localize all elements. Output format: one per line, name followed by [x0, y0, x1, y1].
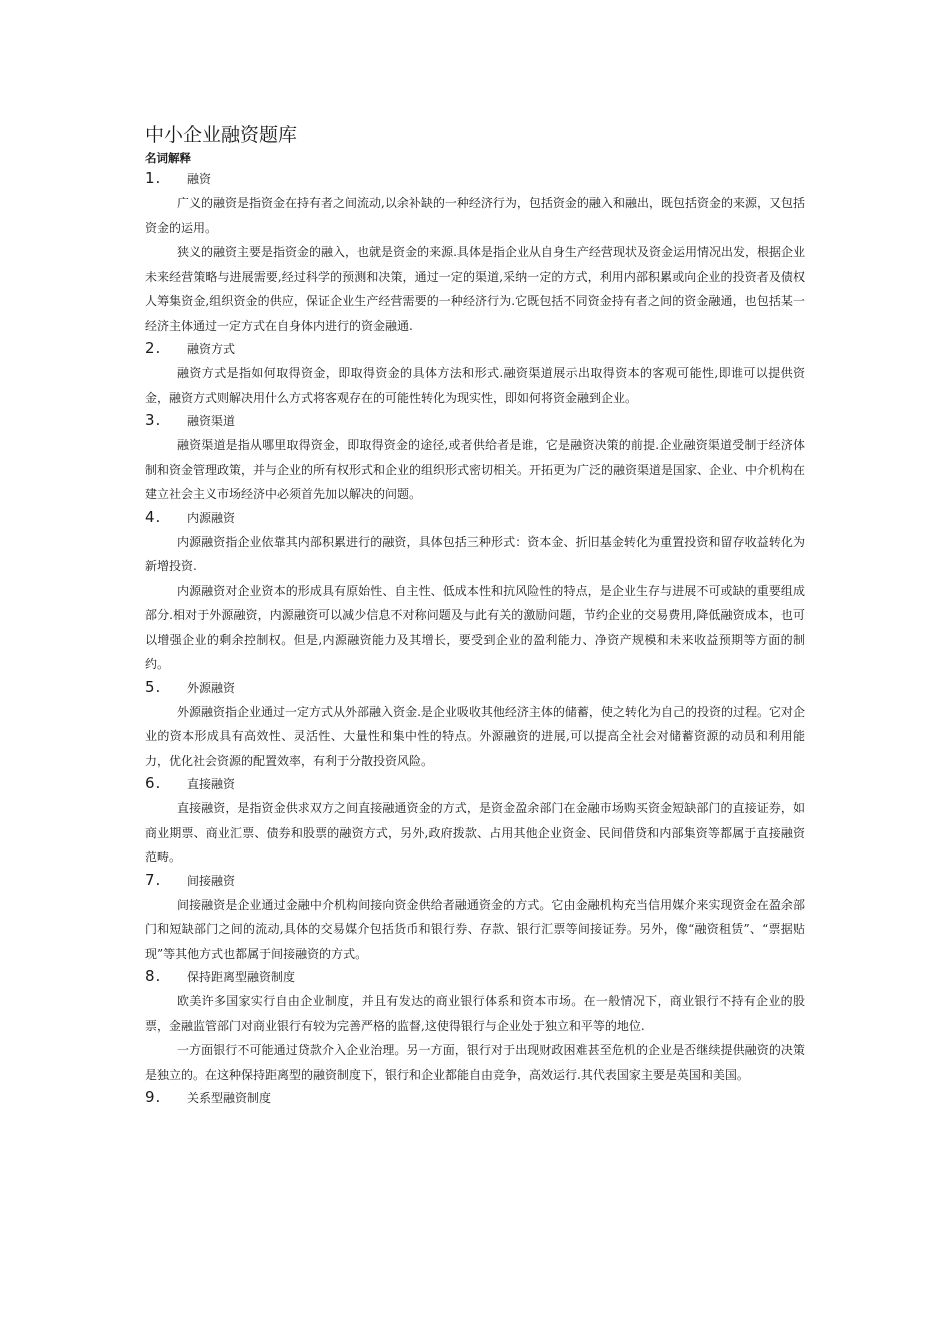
term-number: 7. — [145, 870, 162, 889]
term-heading — [145, 1088, 805, 1110]
term-heading — [145, 678, 805, 700]
term-heading — [145, 169, 805, 191]
term-name: 直接融资 — [187, 777, 236, 791]
term-name: 融资方式 — [187, 342, 236, 356]
term-name: 融资渠道 — [187, 414, 236, 428]
term-number: 5. — [145, 677, 162, 696]
term-heading — [145, 774, 805, 796]
term-heading — [145, 508, 805, 530]
document-page — [145, 122, 805, 1110]
term-number: 2. — [145, 339, 162, 357]
term-paragraph: 外源融资指企业通过一定方式从外部融入资金.是企业吸收其他经济主体的储蓄，使之转化为自己的投资的过程。它对企业的资本形成具有高效性、灵活性、大量性和集中性的特点。外源融资的进展,可以提高全社会对储蓄资源的动员和利用能力，优化社会资源的配置效率，有利于分散投资风险。 — [145, 704, 805, 768]
term-number: 8. — [145, 967, 162, 985]
term-number: 6. — [145, 774, 162, 792]
term-name: 间接融资 — [187, 873, 236, 888]
term-heading — [145, 411, 805, 433]
term-paragraph: 欧美许多国家实行自由企业制度，并且有发达的商业银行体系和资本市场。在一般情况下，商业银行不持有企业的股票，金融监管部门对商业银行有较为完善严格的监督,这使得银行与企业处于独立和平等的地位. — [145, 994, 805, 1033]
terms-list — [145, 169, 805, 1110]
term-name: 保持距离型融资制度 — [187, 970, 296, 984]
term-paragraph: 直接融资，是指资金供求双方之间直接融通资金的方式，是资金盈余部门在金融市场购买资金短缺部门的直接证券，如商业期票、商业汇票、债券和股票的融资方式，另外,政府拨款、占用其他企业资金、民间借贷和内部集资等都属于直接融资范畴。 — [145, 801, 805, 864]
term-number: 9. — [145, 1088, 162, 1106]
term-paragraph: 狭义的融资主要是指资金的融入，也就是资金的来源.具体是指企业从自身生产经营现状及资金运用情况出发，根据企业未来经营策略与进展需要,经过科学的预测和决策，通过一定的渠道,采纳一定的方式，利用内部积累或向企业的投资者及债权人筹集资金,组织资金的供应，保证企业生产经营需要的一种经济行为.它既包括不同资金持有者之间的资金融通，也包括某一经济主体通过一定方式在自身体内进行的资金融通. — [145, 245, 805, 333]
term-heading — [145, 967, 805, 989]
term-number: 1. — [145, 169, 162, 187]
term-name: 融资 — [187, 172, 212, 186]
term-paragraph: 融资渠道是指从哪里取得资金，即取得资金的途径,或者供给者是谁，它是融资决策的前提.企业融资渠道受制于经济体制和资金管理政策，并与企业的所有权形式和企业的组织形式密切相关。开拓更为广泛的融资渠道是国家、企业、中介机构在建立社会主义市场经济中必须首先加以解决的问题。 — [145, 438, 806, 501]
term-name: 外源融资 — [187, 680, 236, 695]
term-paragraph: 内源融资对企业资本的形成具有原始性、自主性、低成本性和抗风险性的特点，是企业生存与进展不可或缺的重要组成部分.相对于外源融资，内源融资可以减少信息不对称问题及与此有关的激励问题，节约企业的交易费用,降低融资成本，也可以增强企业的剩余控制权。但是,内源融资能力及其增长，要受到企业的盈利能力、净资产规模和未来收益预期等方面的制约。 — [145, 583, 805, 671]
term-name: 内源融资 — [187, 510, 236, 525]
term-name: 关系型融资制度 — [187, 1091, 272, 1105]
term-heading — [145, 871, 805, 893]
term-paragraph: 广义的融资是指资金在持有者之间流动,以余补缺的一种经济行为，包括资金的融入和融出，既包括资金的来源，又包括资金的运用。 — [145, 196, 805, 235]
section-heading: 名词解释 — [145, 151, 191, 165]
term-number: 3. — [145, 411, 162, 429]
term-paragraph: 融资方式是指如何取得资金，即取得资金的具体方法和形式.融资渠道展示出取得资本的客观可能性,即谁可以提供资金，融资方式则解决用什么方式将客观存在的可能性转化为现实性，即如何将资金融到企业。 — [145, 366, 805, 405]
term-heading — [145, 339, 805, 361]
term-number: 4. — [145, 507, 162, 526]
term-paragraph: 一方面银行不可能通过贷款介入企业治理。另一方面，银行对于出现财政困难甚至危机的企业是否继续提供融资的决策是独立的。在这种保持距离型的融资制度下，银行和企业都能自由竞争，高效运行.其代表国家主要是英国和美国。 — [145, 1043, 805, 1082]
document-title: 中小企业融资题库 — [145, 124, 298, 146]
term-paragraph: 内源融资指企业依靠其内部积累进行的融资，具体包括三种形式：资本金、折旧基金转化为重置投资和留存收益转化为新增投资. — [145, 534, 805, 573]
term-paragraph: 间接融资是企业通过金融中介机构间接向资金供给者融通资金的方式。它由金融机构充当信用媒介来实现资金在盈余部门和短缺部门之间的流动,具体的交易媒介包括货币和银行券、存款、银行汇票等间接证券。另外，像“融资租赁”、“票据贴现”等其他方式也都属于间接融资的方式。 — [145, 897, 805, 961]
